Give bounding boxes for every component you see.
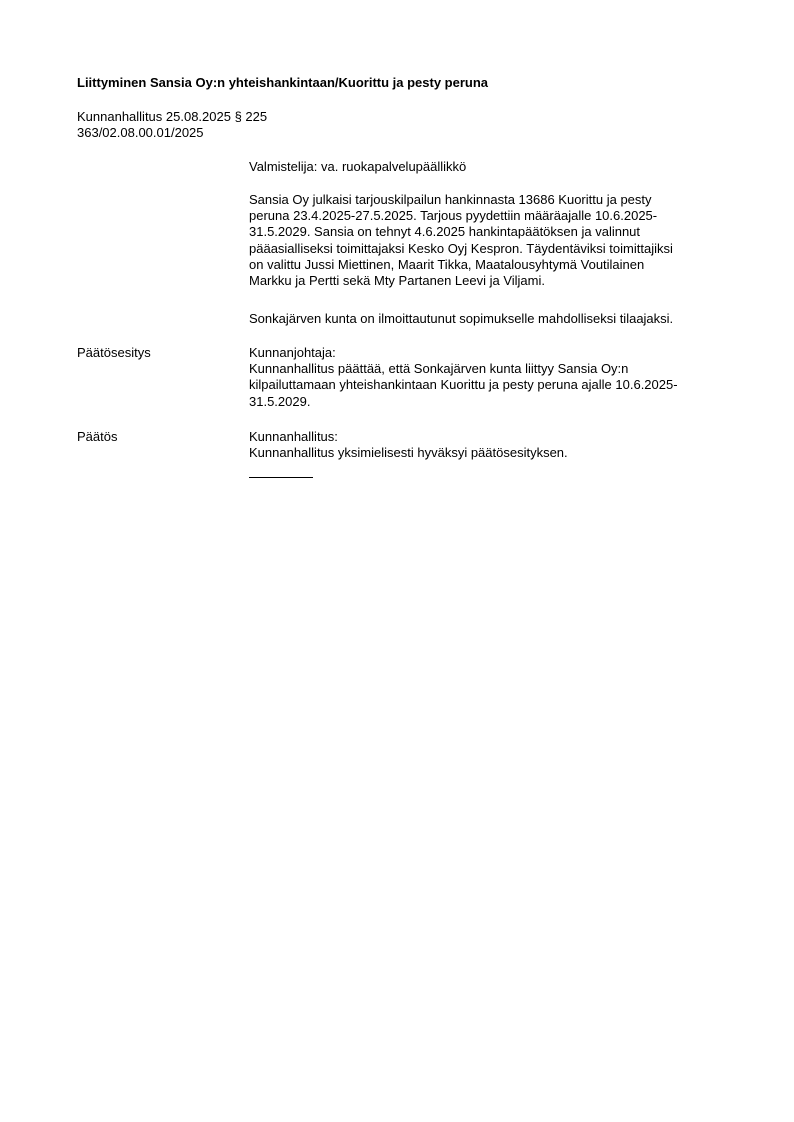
body-paragraph-1	[249, 192, 739, 289]
preparer-line: Valmistelija: va. ruokapalvelupäällikkö	[249, 159, 467, 174]
body-line: pääasialliseksi toimittajaksi Kesko Oyj Kespron. Täydentäviksi toimittajiksi	[249, 240, 673, 256]
decision-speaker: Kunnanhallitus:	[249, 429, 338, 444]
proposal-line: 31.5.2029.	[249, 393, 311, 409]
document-title: Liittyminen Sansia Oy:n yhteishankintaan/Kuorittu ja pesty peruna	[77, 75, 489, 90]
record-number: 363/02.08.00.01/2025	[77, 125, 204, 140]
meeting-line: Kunnanhallitus 25.08.2025 § 225	[77, 109, 268, 124]
body-line: Sansia Oy julkaisi tarjouskilpailun hankinnasta 13686 Kuorittu ja pesty	[249, 192, 652, 207]
decision-section	[249, 429, 739, 461]
proposal-speaker: Kunnanjohtaja:	[249, 345, 336, 360]
body-line: 31.5.2029. Sansia on tehnyt 4.6.2025 hankintapäätöksen ja valinnut	[249, 224, 641, 240]
proposal-line: kilpailuttamaan yhteishankintaan Kuorittu ja pesty peruna ajalle 10.6.2025-	[249, 377, 678, 393]
decision-text: Kunnanhallitus yksimielisesti hyväksyi päätösesityksen.	[249, 445, 568, 461]
body-line: peruna 23.4.2025-27.5.2025. Tarjous pyydettiin määräajalle 10.6.2025-	[249, 208, 658, 224]
decision-label: Päätös	[77, 429, 118, 444]
body-paragraph-2: Sonkajärven kunta on ilmoittautunut sopimukselle mahdolliseksi tilaajaksi.	[249, 311, 674, 326]
proposal-line: Kunnanhallitus päättää, että Sonkajärven kunta liittyy Sansia Oy:n	[249, 361, 629, 377]
body-line: on valittu Jussi Miettinen, Maarit Tikka, Maatalousyhtymä Voutilainen	[249, 256, 645, 272]
body-line: Markku ja Pertti sekä Mty Partanen Leevi ja Viljami.	[249, 273, 545, 289]
proposal-label: Päätösesitys	[77, 345, 151, 360]
separator-line	[249, 477, 313, 478]
proposal-section	[249, 345, 739, 410]
